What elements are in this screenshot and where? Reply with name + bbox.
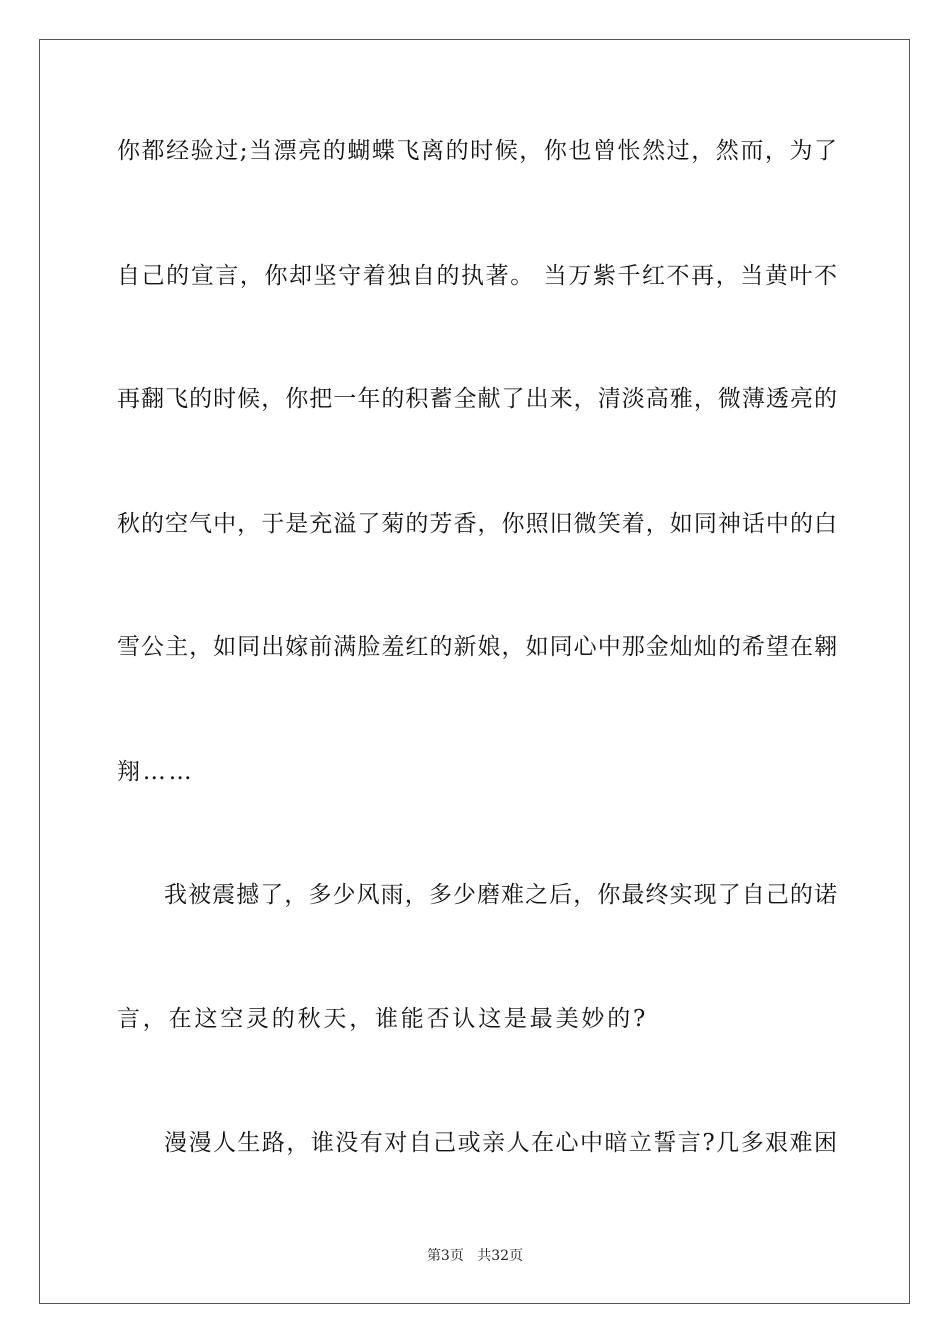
page-total: 共32页 — [477, 1248, 524, 1264]
text-line-1: 你都经验过;当漂亮的蝴蝶飞离的时候，你也曾怅然过，然而，为了 — [117, 138, 837, 164]
text-line-4: 秋的空气中，于是充溢了菊的芳香，你照旧微笑着，如同神话中的白 — [117, 511, 837, 537]
paragraph-3-line-1: 漫漫人生路，谁没有对自己或亲人在心中暗立誓言?几多艰难困 — [164, 1130, 837, 1156]
page-number: 第3页 — [426, 1248, 464, 1264]
page-border — [39, 39, 910, 1304]
text-line-3: 再翻飞的时候，你把一年的积蓄全献了出来，清淡高雅，微薄透亮的 — [117, 386, 837, 412]
text-line-2: 自己的宣言，你却坚守着独自的执著。 当万紫千红不再，当黄叶不 — [117, 263, 837, 289]
text-line-5: 雪公主，如同出嫁前满脸羞红的新娘，如同心中那金灿灿的希望在翱 — [117, 634, 837, 660]
page-footer — [0, 1247, 950, 1265]
text-line-6: 翔…… — [117, 759, 195, 785]
paragraph-2-line-1: 我被震撼了，多少风雨，多少磨难之后，你最终实现了自己的诺 — [164, 882, 837, 908]
paragraph-2-line-2: 言，在这空灵的秋天，谁能否认这是最美妙的? — [117, 1006, 649, 1032]
